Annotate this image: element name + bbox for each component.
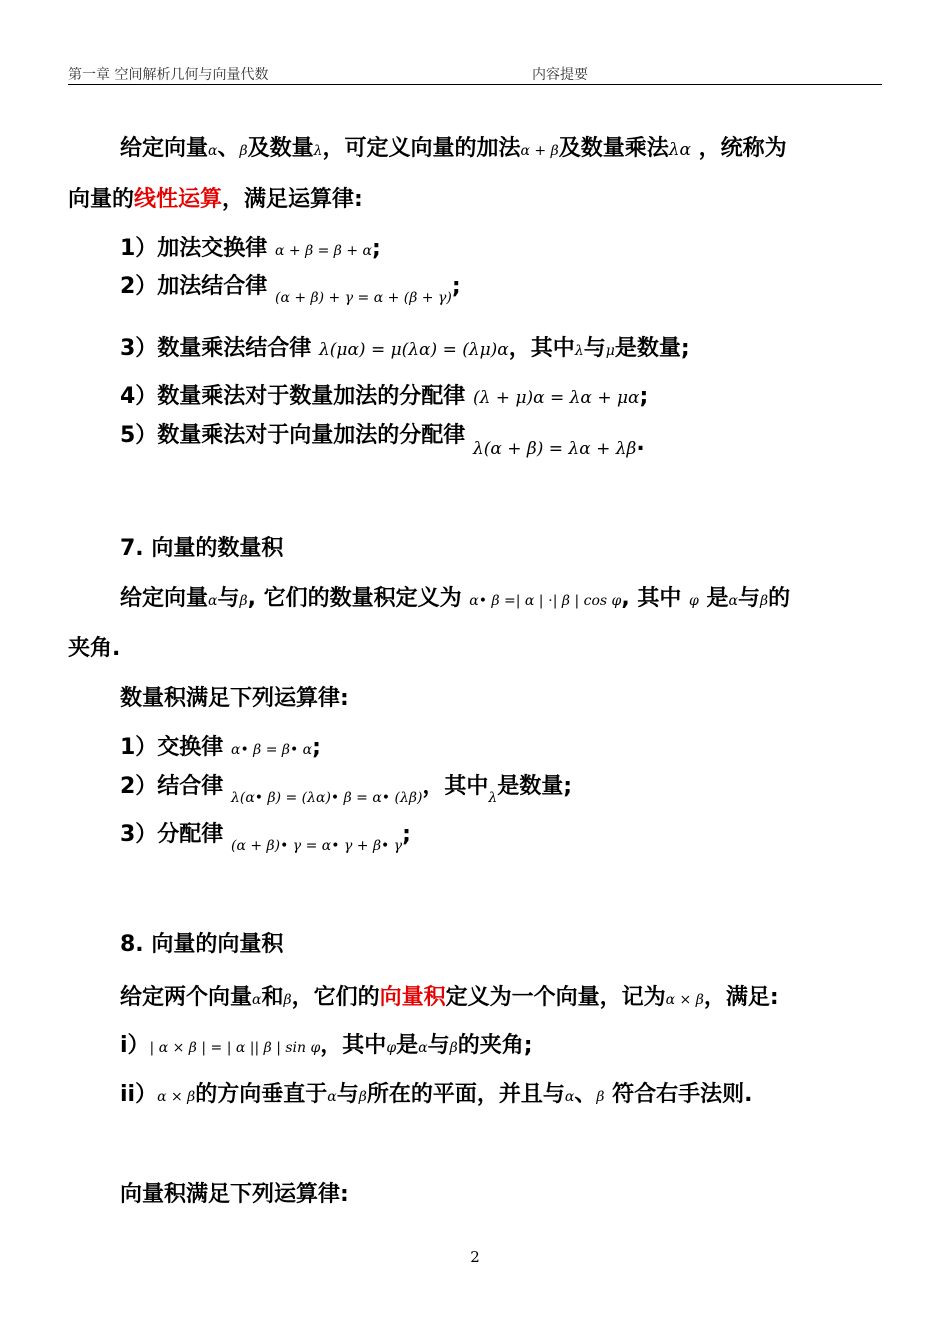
text: ，其中 bbox=[422, 774, 489, 799]
law-formula: (α + β)• γ = α• γ + β• γ bbox=[230, 838, 403, 854]
math-cross: α × β bbox=[665, 992, 704, 1008]
math-beta: β bbox=[239, 143, 248, 159]
dot-product-paragraph-cont: 夹角. bbox=[68, 636, 121, 661]
law-formula: λ(α• β) = (λα)• β = α• (λβ) bbox=[230, 790, 423, 806]
law-item bbox=[120, 772, 572, 804]
condition-label: i） bbox=[120, 1033, 150, 1058]
linear-ops-paragraph-cont bbox=[68, 185, 363, 215]
law-item bbox=[120, 820, 411, 852]
dot-product-formula: α• β =| α | ⋅| β | cos φ bbox=[469, 593, 622, 609]
text: 是数量; bbox=[614, 336, 690, 361]
law-item bbox=[120, 334, 690, 366]
header-chapter: 第一章 空间解析几何与向量代数 bbox=[68, 67, 269, 83]
math-beta: β bbox=[760, 593, 769, 609]
text: 与 bbox=[336, 1082, 359, 1107]
law-label: 1）加法交换律 bbox=[120, 236, 268, 261]
math-beta: β bbox=[449, 1040, 458, 1056]
text: 、 bbox=[217, 136, 240, 161]
text: 向量的 bbox=[68, 187, 135, 212]
text: , 其中 bbox=[621, 586, 690, 611]
text: 及数量乘法 bbox=[558, 136, 669, 161]
math-alpha: α bbox=[418, 1040, 428, 1056]
law-tail: ; bbox=[371, 236, 381, 261]
law-item bbox=[120, 234, 381, 266]
linear-ops-paragraph bbox=[120, 134, 787, 166]
law-tail: ; bbox=[451, 274, 461, 299]
math-alpha: α bbox=[208, 143, 218, 159]
cross-product-paragraph bbox=[120, 983, 779, 1015]
law-formula: α• β = β• α bbox=[230, 742, 313, 758]
cross-condition-i bbox=[120, 1031, 533, 1063]
law-item bbox=[120, 421, 645, 459]
text: ，统称为 bbox=[690, 136, 787, 161]
math-alpha: α bbox=[252, 992, 262, 1008]
text: 给定两个向量 bbox=[120, 985, 253, 1010]
math-sum: α + β bbox=[520, 143, 559, 159]
math-beta: β bbox=[596, 1089, 605, 1105]
text: 是 bbox=[698, 586, 729, 611]
law-tail: ; bbox=[402, 822, 411, 847]
law-formula: α + β = β + α bbox=[274, 243, 372, 259]
math-lambda: λ bbox=[313, 143, 323, 159]
text: ，它们的 bbox=[291, 985, 380, 1010]
text: ，可定义向量的加法 bbox=[322, 136, 521, 161]
law-item bbox=[120, 382, 648, 413]
text: 和 bbox=[261, 985, 284, 1010]
cross-laws-intro: 向量积满足下列运算律: bbox=[120, 1182, 349, 1207]
text: 与 bbox=[583, 336, 606, 361]
law-label: 2）加法结合律 bbox=[120, 274, 268, 299]
math-lambda: λ bbox=[488, 790, 498, 806]
law-formula: λ(α + β) = λα + λβ bbox=[472, 439, 637, 459]
law-tail: ; bbox=[312, 735, 321, 760]
math-alpha: α bbox=[728, 593, 738, 609]
law-formula: λ(μα) = μ(λα) = (λμ)α bbox=[318, 340, 509, 360]
math-lambda: λ bbox=[574, 343, 584, 359]
text: 是 bbox=[396, 1033, 419, 1058]
text: 与 bbox=[427, 1033, 450, 1058]
text: 的方向垂直于 bbox=[195, 1082, 328, 1107]
text: 定义为一个向量，记为 bbox=[445, 985, 666, 1010]
text: , 它们的数量积定义为 bbox=[247, 586, 470, 611]
law-label: 4）数量乘法对于数量加法的分配律 bbox=[120, 384, 466, 409]
cross-magnitude-formula: | α × β | = | α || β | sin φ bbox=[149, 1040, 321, 1056]
law-tail: . bbox=[636, 431, 645, 456]
law-label: 1）交换律 bbox=[120, 735, 224, 760]
text: ，其中 bbox=[320, 1033, 387, 1058]
math-scalar-mult: λα bbox=[668, 140, 691, 160]
text: 所在的平面，并且与 bbox=[366, 1082, 565, 1107]
cross-condition-ii bbox=[120, 1080, 753, 1112]
math-mu: μ bbox=[605, 343, 615, 359]
header-section: 内容提要 bbox=[532, 67, 588, 83]
text: 给定向量 bbox=[120, 586, 209, 611]
math-beta: β bbox=[239, 593, 248, 609]
math-alpha: α bbox=[327, 1089, 337, 1105]
law-label: 3）分配律 bbox=[120, 822, 224, 847]
dot-product-paragraph bbox=[120, 584, 790, 616]
text: 给定向量 bbox=[120, 136, 209, 161]
law-formula: (λ + μ)α = λα + μα bbox=[472, 388, 640, 408]
math-cross: α × β bbox=[157, 1089, 196, 1105]
text: 、 bbox=[574, 1082, 597, 1107]
text: 与 bbox=[217, 586, 240, 611]
dot-laws-intro: 数量积满足下列运算律: bbox=[120, 686, 349, 711]
text: 的 bbox=[768, 586, 791, 611]
law-label: 3）数量乘法结合律 bbox=[120, 336, 312, 361]
law-label: 2）结合律 bbox=[120, 774, 224, 799]
text: ，满足: bbox=[703, 985, 779, 1010]
text: 是数量; bbox=[497, 774, 573, 799]
law-label: 5）数量乘法对于向量加法的分配律 bbox=[120, 423, 466, 448]
text: 的夹角; bbox=[457, 1033, 533, 1058]
math-alpha: α bbox=[208, 593, 218, 609]
page-header bbox=[68, 64, 882, 85]
section-8-heading: 8. 向量的向量积 bbox=[120, 932, 284, 957]
text: ，满足运算律: bbox=[222, 187, 363, 212]
text: 及数量 bbox=[247, 136, 314, 161]
page-number: 2 bbox=[470, 1248, 480, 1266]
law-tail: ; bbox=[639, 384, 649, 409]
math-alpha: α bbox=[564, 1089, 575, 1105]
law-formula: (α + β) + γ = α + (β + γ) bbox=[274, 290, 452, 306]
math-phi: φ bbox=[689, 593, 699, 609]
math-phi: φ bbox=[386, 1040, 397, 1056]
highlight-cross-product: 向量积 bbox=[379, 985, 446, 1010]
text: 符合右手法则. bbox=[604, 1082, 753, 1107]
math-beta: β bbox=[358, 1089, 367, 1105]
law-item bbox=[120, 272, 461, 304]
highlight-linear-ops: 线性运算 bbox=[134, 187, 223, 212]
math-beta: β bbox=[283, 992, 292, 1008]
section-7-heading: 7. 向量的数量积 bbox=[120, 536, 284, 561]
condition-label: ii） bbox=[120, 1082, 158, 1107]
text: ，其中 bbox=[508, 336, 575, 361]
law-item bbox=[120, 733, 321, 765]
text: 与 bbox=[737, 586, 760, 611]
